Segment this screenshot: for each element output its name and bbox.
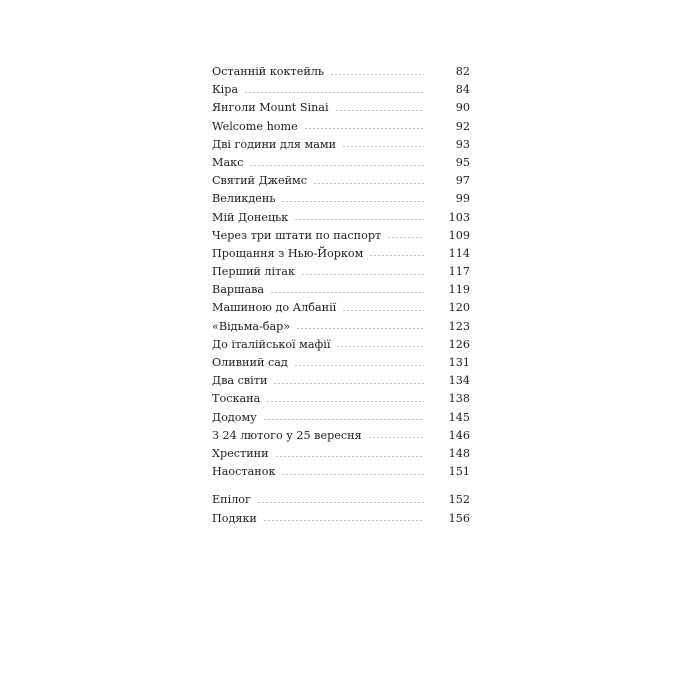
toc-entry-title: Подяки (212, 511, 257, 525)
toc-entry (212, 390, 470, 408)
toc-entry-title: Наостанок (212, 465, 276, 479)
toc-entry-page-number: 123 (448, 319, 470, 333)
dot-leader (296, 328, 424, 329)
toc-entry-title: Янголи Mount Sinai (212, 101, 329, 115)
dot-leader (294, 219, 424, 220)
dot-leader (263, 419, 424, 420)
toc-entry-page-number: 117 (448, 265, 470, 279)
dot-leader (266, 401, 424, 402)
toc-entry-page-number: 97 (455, 174, 470, 188)
toc-entry-page-number: 145 (448, 410, 470, 424)
dot-leader (281, 201, 424, 202)
dot-leader (301, 274, 424, 275)
toc-entry (212, 209, 470, 227)
dot-leader (313, 183, 424, 184)
dot-leader (270, 292, 424, 293)
dot-leader (387, 237, 424, 238)
dot-leader (336, 346, 424, 347)
toc-entry-title: До італійської мафії (212, 337, 331, 351)
toc-entry (212, 118, 470, 136)
toc-entry (212, 299, 470, 317)
toc-entry-title: Мій Донецьк (212, 210, 289, 224)
toc-entry (212, 372, 470, 390)
toc-entry-page-number: 93 (455, 137, 470, 151)
toc-back-matter-group (212, 491, 470, 527)
toc-entry-page-number: 114 (448, 246, 470, 260)
toc-entry-title: З 24 лютого у 25 вересня (212, 428, 362, 442)
toc-entry-page-number: 103 (448, 210, 470, 224)
toc-entry-page-number: 152 (448, 493, 470, 507)
toc-entry-title: Прощання з Нью-Йорком (212, 246, 364, 260)
dot-leader (249, 165, 424, 166)
toc-entry-title: Варшава (212, 283, 265, 297)
toc-entry (212, 172, 470, 190)
toc-entry-title: Великдень (212, 192, 276, 206)
dot-leader (335, 110, 424, 111)
dot-leader (281, 474, 424, 475)
toc-entry (212, 510, 470, 528)
toc-entry-title: Оливний сад (212, 356, 288, 369)
toc-entry (212, 281, 470, 299)
toc-entry-title: Додому (212, 410, 257, 424)
toc-entry-page-number: 119 (448, 283, 470, 297)
dot-leader (330, 74, 424, 75)
toc-entry-title: Епілог (212, 493, 251, 507)
dot-leader (244, 92, 424, 93)
toc-entry (212, 336, 470, 354)
toc-entry (212, 354, 470, 372)
toc-entry-title: Макс (212, 155, 244, 169)
toc-entry-page-number: 120 (448, 301, 470, 315)
dot-leader (263, 520, 424, 521)
toc-entry-title: Через три штати по паспорт (212, 228, 382, 242)
dot-leader (369, 255, 424, 256)
dot-leader (275, 456, 424, 457)
dot-leader (304, 128, 424, 129)
toc-entry-title: Тоскана (212, 392, 261, 406)
toc-entry (212, 245, 470, 263)
toc-entry (212, 136, 470, 154)
table-of-contents (212, 63, 470, 528)
toc-entry (212, 427, 470, 445)
toc-entry-title: Welcome home (212, 119, 298, 133)
toc-entry (212, 409, 470, 427)
dot-leader (257, 502, 424, 503)
toc-entry-title: «Відьма-бар» (212, 319, 291, 333)
toc-entry-page-number: 146 (448, 428, 470, 442)
toc-entry-page-number: 148 (448, 446, 470, 460)
dot-leader (342, 310, 424, 311)
toc-entry-page-number: 156 (448, 511, 470, 525)
toc-entry (212, 445, 470, 463)
toc-entry (212, 227, 470, 245)
toc-entry-page-number: 109 (448, 228, 470, 242)
dot-leader (273, 383, 424, 384)
toc-entry-page-number: 95 (455, 155, 470, 169)
toc-entry-page-number: 138 (448, 392, 470, 406)
dot-leader (368, 437, 424, 438)
toc-entry-title: Машиною до Албанії (212, 301, 337, 315)
toc-entry (212, 263, 470, 281)
toc-entry-page-number: 99 (455, 192, 470, 206)
toc-entry-title: Кіра (212, 83, 239, 97)
toc-entry-title: Хрестини (212, 446, 269, 460)
toc-entry-page-number: 90 (455, 101, 470, 115)
toc-entry-title: Святий Джеймс (212, 174, 308, 188)
toc-entry (212, 81, 470, 99)
toc-entry-page-number: 126 (448, 337, 470, 351)
toc-entry-title: Дві години для мами (212, 137, 337, 151)
toc-entry-page-number: 82 (455, 65, 470, 78)
toc-entry (212, 318, 470, 336)
toc-entry-page-number: 84 (455, 83, 470, 97)
toc-entry-page-number: 151 (448, 465, 470, 479)
toc-entry (212, 63, 470, 81)
toc-entry (212, 491, 470, 509)
toc-entry-title: Останній коктейль (212, 65, 324, 78)
toc-entry-page-number: 131 (448, 356, 470, 369)
toc-entry-page-number: 92 (455, 119, 470, 133)
toc-entry-title: Перший літак (212, 265, 295, 279)
toc-entry-title: Два світи (212, 374, 268, 388)
toc-entry-page-number: 134 (448, 374, 470, 388)
toc-main-group (212, 63, 470, 481)
toc-entry (212, 154, 470, 172)
toc-entry (212, 99, 470, 117)
dot-leader (342, 146, 424, 147)
dot-leader (294, 365, 424, 366)
toc-entry (212, 463, 470, 481)
toc-entry (212, 190, 470, 208)
